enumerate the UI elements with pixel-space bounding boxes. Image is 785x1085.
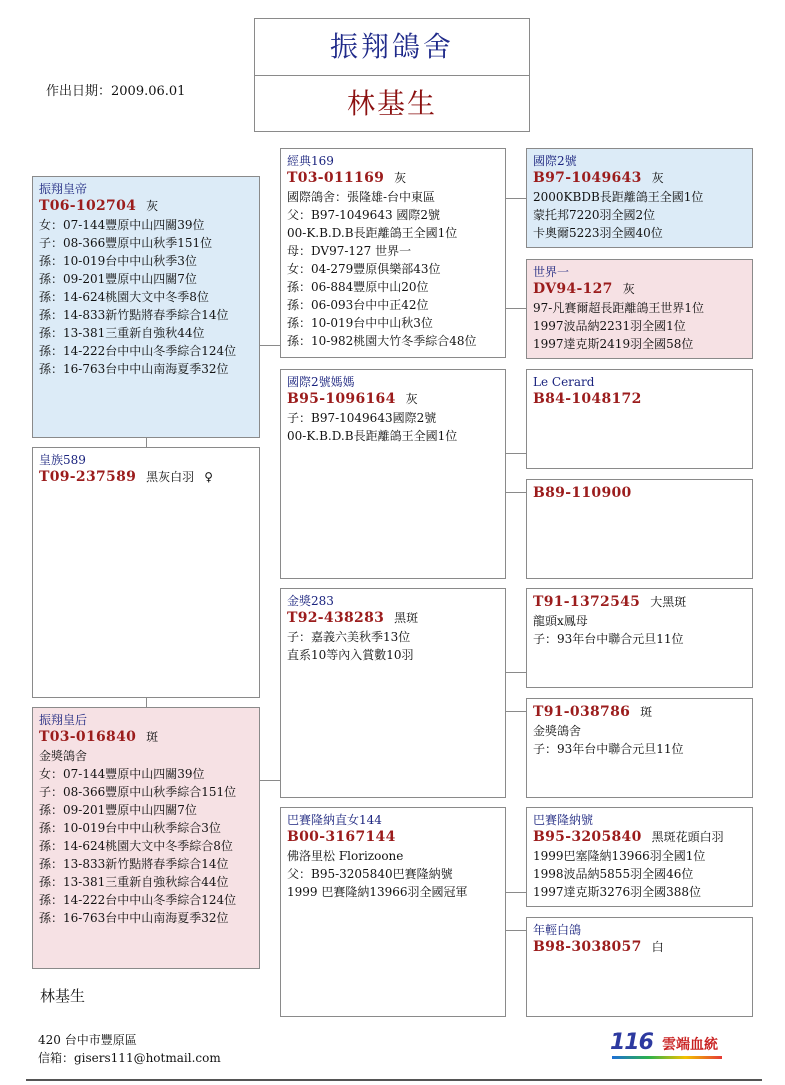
ssd-color: 灰: [622, 282, 635, 296]
pedigree-line: 孫：16-763台中中山南海夏季32位: [39, 911, 229, 925]
pedigree-line: 1999 巴賽隆納13966羽全國冠軍: [287, 885, 468, 899]
sds-ring: B84-1048172: [533, 391, 642, 407]
sdd-ring: B89-110900: [533, 485, 632, 501]
ssd-name: 世界一: [533, 265, 570, 279]
dss-box: [526, 588, 753, 688]
dss-ring: T91-1372545 大黑斑: [533, 594, 687, 610]
pedigree-line: 孫：13-833新竹點將春季綜合14位: [39, 857, 229, 871]
pedigree-line: 父：B95-3205840巴賽隆納號: [287, 867, 453, 881]
dam-color: 斑: [146, 730, 159, 744]
sire-lines: [39, 216, 253, 378]
sd-name: 國際2號媽媽: [287, 375, 355, 389]
ddd-color: 白: [651, 940, 664, 954]
dd-lines: [287, 847, 499, 901]
sire-ring: T06-102704 灰: [39, 198, 159, 214]
pedigree-line: 蒙托邦7220羽全國2位: [533, 208, 656, 222]
sire-name: 振翔皇帝: [39, 182, 88, 196]
dsd-lines: [533, 722, 746, 758]
sds-name: Le Cerard: [533, 375, 595, 389]
pedigree-line: 母：DV97-127 世界一: [287, 244, 412, 258]
ds-name: 金獎283: [287, 594, 334, 608]
connector: [506, 198, 526, 199]
site-logo: [610, 1030, 718, 1054]
sd-color: 灰: [405, 392, 418, 406]
dam-ring: T03-016840 斑: [39, 729, 159, 745]
ss-box: [280, 148, 506, 358]
sd-lines: [287, 409, 499, 445]
connector: [506, 453, 526, 454]
pedigree-line: 孫：10-982桃園大竹冬季綜合48位: [287, 334, 477, 348]
ddd-box: [526, 917, 753, 1017]
sd-box: [280, 369, 506, 579]
pedigree-line: 1997達克斯3276羽全國388位: [533, 885, 701, 899]
pedigree-line: 子：B97-1049643國際2號: [287, 411, 437, 425]
self-color: 黑灰白羽: [146, 470, 195, 484]
self-name: 皇族589: [39, 453, 86, 467]
sd-ring: B95-1096164 灰: [287, 391, 418, 407]
sire-color: 灰: [146, 199, 159, 213]
connector: [260, 345, 280, 346]
dds-box: [526, 807, 753, 907]
sds-box: [526, 369, 753, 469]
dd-name: 巴賽隆納直女144: [287, 813, 382, 827]
ddd-ring: B98-3038057 白: [533, 939, 664, 955]
pedigree-line: 1998波品納5855羽全國46位: [533, 867, 694, 881]
pedigree-line: 孫：16-763台中中山南海夏季32位: [39, 362, 229, 376]
pedigree-line: 孫：14-624桃園大文中冬季8位: [39, 290, 209, 304]
pedigree-line: 1999巴塞隆納13966羽全國1位: [533, 849, 706, 863]
dds-lines: [533, 847, 746, 901]
self-ring: T09-237589 黑灰白羽 ♀: [39, 469, 213, 485]
dsd-ring: T91-038786 斑: [533, 704, 653, 720]
connector: [506, 308, 526, 309]
pedigree-line: 子：08-366豐原中山秋季綜合151位: [39, 785, 237, 799]
self-sex: ♀: [204, 470, 213, 484]
loft-name: 振翔鴿舍: [329, 30, 454, 63]
pedigree-line: 女：07-144豐原中山四關39位: [39, 767, 205, 781]
connector: [506, 711, 526, 712]
pedigree-line: 孫：10-019台中中山秋3位: [287, 316, 433, 330]
pedigree-line: 97-凡賽爾超長距離鴿王世界1位: [533, 301, 704, 315]
sss-lines: [533, 188, 746, 242]
dd-ring: B00-3167144: [287, 829, 396, 845]
pedigree-line: 父：B97-1049643 國際2號: [287, 208, 441, 222]
pedigree-line: 佛洛里松 Florizoone: [287, 849, 404, 863]
footer-owner: 林基生: [40, 987, 86, 1005]
pedigree-line: 00-K.B.D.B長距離鴿王全國1位: [287, 226, 458, 240]
sss-color: 灰: [651, 171, 664, 185]
pedigree-line: 孫：10-019台中中山秋季綜合3位: [39, 821, 221, 835]
pedigree-line: 孫：06-884豐原中山20位: [287, 280, 429, 294]
sire-box: [32, 176, 260, 438]
pedigree-line: 2000KBDB長距離鴿王全國1位: [533, 190, 704, 204]
footer-rule: [26, 1079, 762, 1081]
ds-box: [280, 588, 506, 798]
pedigree-line: 金獎鴿舍: [39, 749, 88, 763]
pedigree-line: 國際鴿舍：張隆雄-台中東區: [287, 190, 436, 204]
issue-date: 作出日期：2009.06.01: [46, 84, 186, 99]
pedigree-line: 子：08-366豐原中山秋季151位: [39, 236, 213, 250]
ssd-ring: DV94-127 灰: [533, 281, 635, 297]
pedigree-line: 孫：09-201豐原中山四關7位: [39, 272, 197, 286]
pedigree-line: 直系10等內入賞數10羽: [287, 648, 414, 662]
sss-ring: B97-1049643 灰: [533, 170, 664, 186]
footer-address: 420 台中市豐原區: [38, 1033, 137, 1047]
logo-number: 116: [610, 1030, 653, 1055]
pedigree-line: 孫：14-833新竹點將春季綜合14位: [39, 308, 229, 322]
dam-lines: [39, 747, 253, 927]
pedigree-line: 00-K.B.D.B長距離鴿王全國1位: [287, 429, 458, 443]
ss-name: 經典169: [287, 154, 334, 168]
connector: [146, 698, 147, 707]
pedigree-line: 子：嘉義六美秋季13位: [287, 630, 411, 644]
pedigree-line: 龍頭x鳳母: [533, 614, 588, 628]
connector: [506, 492, 526, 493]
dsd-color: 斑: [640, 705, 653, 719]
sdd-box: [526, 479, 753, 579]
pedigree-line: 孫：14-222台中中山冬季綜合124位: [39, 344, 237, 358]
ssd-box: [526, 259, 753, 359]
dsd-box: [526, 698, 753, 798]
ss-lines: [287, 188, 499, 350]
sss-box: [526, 148, 753, 248]
dd-box: [280, 807, 506, 1017]
ddd-name: 年輕白鴿: [533, 923, 582, 937]
pedigree-line: 女：07-144豐原中山四關39位: [39, 218, 205, 232]
pedigree-line: 金獎鴿舍: [533, 724, 582, 738]
title-box: [254, 18, 530, 132]
footer-email: 信箱：gisers111@hotmail.com: [38, 1051, 221, 1065]
ds-ring: T92-438283 黑斑: [287, 610, 419, 626]
connector: [260, 780, 280, 781]
logo-underline: [612, 1056, 722, 1059]
pedigree-line: 孫：13-381三重新自強秋綜合44位: [39, 875, 229, 889]
connector: [506, 930, 526, 931]
pedigree-line: 1997波品納2231羽全國1位: [533, 319, 686, 333]
self-box: [32, 447, 260, 698]
ds-lines: [287, 628, 499, 664]
ss-color: 灰: [394, 171, 407, 185]
connector: [506, 672, 526, 673]
pedigree-line: 孫：10-019台中中山秋季3位: [39, 254, 197, 268]
pedigree-line: 子：93年台中聯合元旦11位: [533, 742, 684, 756]
dam-box: [32, 707, 260, 969]
dam-name: 振翔皇后: [39, 713, 88, 727]
pedigree-line: 孫：14-222台中中山冬季綜合124位: [39, 893, 237, 907]
pedigree-line: 卡奧爾5223羽全國40位: [533, 226, 663, 240]
pedigree-line: 孫：13-381三重新自強秋44位: [39, 326, 205, 340]
connector: [146, 438, 147, 447]
ss-ring: T03-011169 灰: [287, 170, 407, 186]
dss-color: 大黑斑: [650, 595, 687, 609]
pedigree-line: 1997達克斯2419羽全國58位: [533, 337, 694, 351]
pedigree-line: 女：04-279豐原俱樂部43位: [287, 262, 441, 276]
dds-ring: B95-3205840 黑斑花頭白羽: [533, 829, 724, 845]
owner-name: 林基生: [346, 87, 437, 120]
ssd-lines: [533, 299, 746, 353]
dds-name: 巴賽隆納號: [533, 813, 594, 827]
sss-name: 國際2號: [533, 154, 577, 168]
pedigree-line: 孫：09-201豐原中山四關7位: [39, 803, 197, 817]
pedigree-line: 孫：06-093台中中正42位: [287, 298, 429, 312]
pedigree-line: 子：93年台中聯合元旦11位: [533, 632, 684, 646]
logo-text: 雲端血統: [662, 1037, 719, 1053]
connector: [506, 892, 526, 893]
ds-color: 黑斑: [394, 611, 419, 625]
dds-color: 黑斑花頭白羽: [651, 830, 724, 844]
dss-lines: [533, 612, 746, 648]
pedigree-line: 孫：14-624桃園大文中冬季綜合8位: [39, 839, 233, 853]
